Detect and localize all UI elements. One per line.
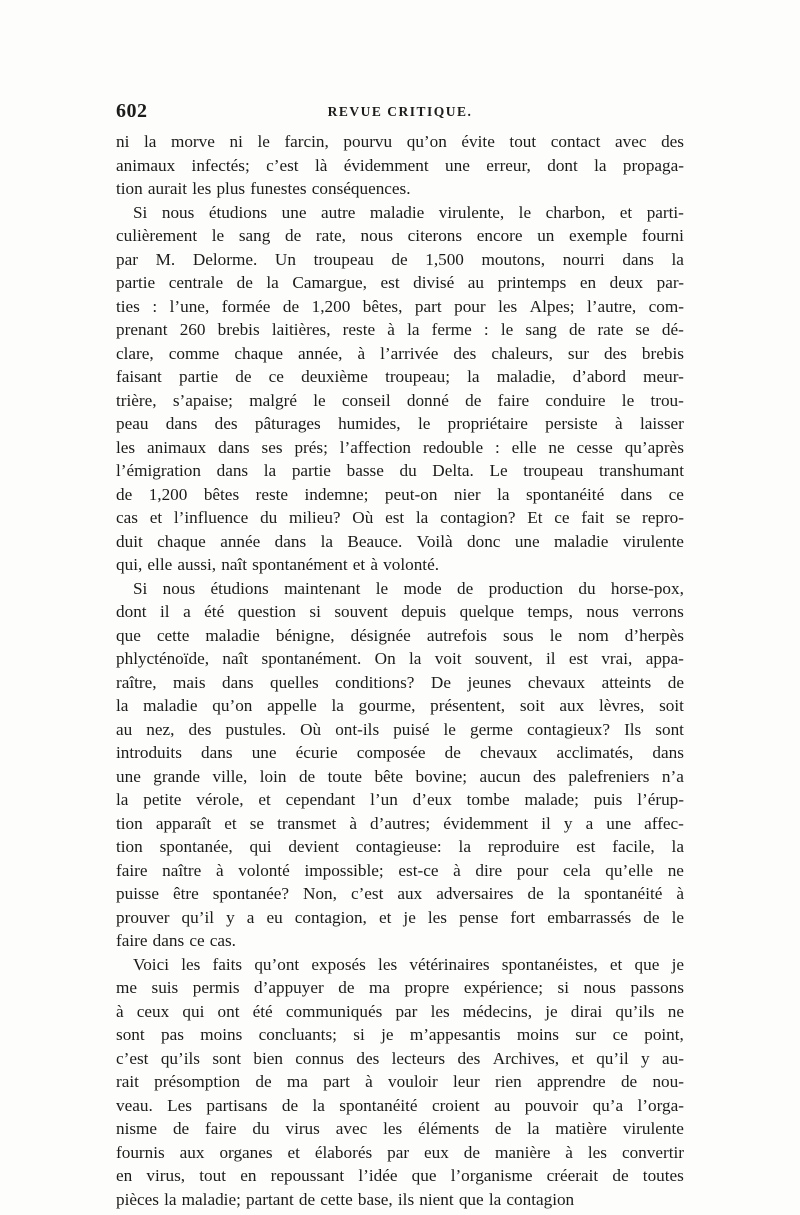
text-line: que cette maladie bénigne, désignée autrefois sous le nom d’herpès: [116, 625, 684, 645]
text-line: fournis aux organes et élaborés par eux de manière à les convertir: [116, 1142, 684, 1162]
text-line: en virus, tout en repoussant l’idée que l’organisme créerait de toutes: [116, 1166, 684, 1185]
text-line: de 1,200 bêtes reste indemne; peut-on nier la spontanéité dans ce: [116, 484, 684, 504]
text-line: au nez, des pustules. Où ont-ils puisé le germe contagieux? Ils sont: [116, 719, 684, 739]
text-line: faisant partie de ce deuxième troupeau; la maladie, d’abord meur-: [116, 367, 684, 386]
text-line: à ceux qui ont été communiqués par les médecins, je dirai qu’ils ne: [116, 1001, 684, 1021]
text-line: les animaux dans ses prés; l’affection redouble : elle ne cesse qu’après: [116, 437, 684, 457]
text-line: raître, mais dans quelles conditions? De jeunes chevaux atteints de: [116, 672, 684, 692]
text-line: l’émigration dans la partie basse du Delta. Le troupeau transhumant: [116, 461, 684, 480]
text-line: Si nous étudions une autre maladie virulente, le charbon, et parti-: [133, 202, 684, 222]
text-line: une grande ville, loin de toute bête bovine; aucun des palefreniers n’a: [116, 766, 684, 786]
text-line: sont pas moins concluants; si je m’appesantis moins sur ce point,: [116, 1025, 684, 1044]
text-line: phlycténoïde, naît spontanément. On la voit souvent, il est vrai, appa-: [116, 649, 684, 668]
page: [116, 100, 684, 1211]
text-line: Si nous étudions maintenant le mode de production du horse-pox,: [133, 578, 684, 598]
body-text: [116, 130, 684, 1211]
text-line: c’est qu’ils sont bien connus des lecteurs des Archives, et qu’il y au-: [116, 1048, 684, 1068]
running-title: REVUE CRITIQUE.: [327, 104, 473, 119]
text-line: tion apparaît et se transmet à d’autres; évidemment il y a une affec-: [116, 813, 684, 833]
paragraph: [116, 577, 684, 953]
text-line: puisse être spontanée? Non, c’est aux adversaires de la spontanéité à: [116, 884, 684, 903]
text-line: dont il a été question si souvent depuis quelque temps, nous verrons: [116, 602, 684, 621]
text-line: cas et l’influence du milieu? Où est la contagion? Et ce fait se repro-: [116, 508, 684, 527]
text-line: par M. Delorme. Un troupeau de 1,500 moutons, nourri dans la: [116, 249, 684, 269]
text-line: ties : l’une, formée de 1,200 bêtes, part pour les Alpes; l’autre, com-: [116, 296, 684, 316]
text-line: me suis permis d’appuyer de ma propre expérience; si nous passons: [116, 978, 684, 997]
text-line: ni la morve ni le farcin, pourvu qu’on évite tout contact avec des: [116, 132, 684, 151]
text-line: rait présomption de ma part à vouloir leur rien apprendre de nou-: [116, 1072, 684, 1091]
text-line: introduits dans une écurie composée de chevaux acclimatés, dans: [116, 743, 684, 762]
text-line: qui, elle aussi, naît spontanément et à volonté.: [116, 555, 439, 574]
text-line: trière, s’apaise; malgré le conseil donné de faire conduire le trou-: [116, 390, 684, 410]
text-line: veau. Les partisans de la spontanéité croient au pouvoir qu’a l’orga-: [116, 1095, 684, 1115]
running-head: [116, 100, 684, 130]
text-line: la petite vérole, et cependant l’un d’eux tombe malade; puis l’érup-: [116, 790, 684, 809]
text-line: Voici les faits qu’ont exposés les vétérinaires spontanéistes, et que je: [133, 954, 684, 974]
text-line: faire dans ce cas.: [116, 931, 236, 950]
text-line: clare, comme chaque année, à l’arrivée des chaleurs, sur des brebis: [116, 343, 684, 363]
text-line: tion aurait les plus funestes conséquences.: [116, 179, 411, 198]
text-line: la maladie qu’on appelle la gourme, présentent, soit aux lèvres, soit: [116, 696, 684, 715]
text-line: duit chaque année dans la Beauce. Voilà donc une maladie virulente: [116, 531, 684, 551]
text-line: animaux infectés; c’est là évidemment une erreur, dont la propaga-: [116, 155, 684, 175]
paragraph: [116, 953, 684, 1212]
text-line: tion spontanée, qui devient contagieuse: la reproduire est facile, la: [116, 837, 684, 856]
text-line: culièrement le sang de rate, nous citerons encore un exemple fourni: [116, 226, 684, 245]
text-line: faire naître à volonté impossible; est-ce à dire pour cela qu’elle ne: [116, 860, 684, 880]
text-line: nisme de faire du virus avec les éléments de la matière virulente: [116, 1119, 684, 1138]
text-line: partie centrale de la Camargue, est divisé au printemps en deux par-: [116, 273, 684, 292]
page-number: 602: [116, 100, 148, 122]
paragraph: [116, 130, 684, 201]
text-line: prouver qu’il y a eu contagion, et je les pense fort embarrassés de le: [116, 907, 684, 927]
text-line: pièces la maladie; partant de cette base, ils nient que la contagion: [116, 1189, 575, 1209]
paragraph: [116, 201, 684, 577]
text-line: prenant 260 brebis laitières, reste à la ferme : le sang de rate se dé-: [116, 320, 684, 339]
text-line: peau dans des pâturages humides, le propriétaire persiste à laisser: [116, 414, 684, 433]
